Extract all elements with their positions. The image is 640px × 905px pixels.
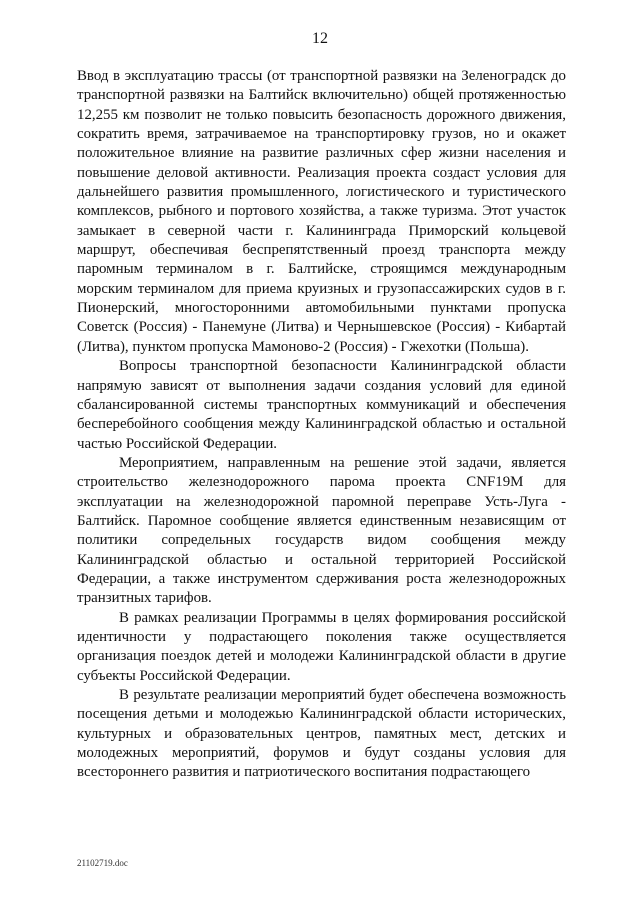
page-number: 12	[312, 30, 328, 47]
paragraph-ferry: Мероприятием, направленным на решение этой задачи, является строительство железнодорожного парома проекта CNF19M для эксплуатации на железнодорожной паромной переправе Усть-Луга - Балтийск. Паромное сообщение является единственным независящим от политики сопредельных государств видом сообщения между Калининградской областью и остальной территорией Российской Федерации, а также инструментом сдерживания роста железнодорожных транзитных тарифов.	[77, 454, 566, 607]
paragraph-results: В результате реализации мероприятий будет обеспечена возможность посещения детьми и молодежью Калининградской области исторических, культурных и образовательных центров, памятных мест, детских и молодежных мероприятий, форумов и будут созданы условия для всестороннего развития и патриотического воспитания подрастающего	[77, 687, 566, 781]
document-body	[77, 67, 566, 783]
paragraph-transport-security: Вопросы транспортной безопасности Калининградской области напрямую зависят от выполнения задачи создания условий для единой сбалансированной системы транспортных коммуникаций и обеспечения бесперебойного сообщения между Калининградской областью и остальной частью Российской Федерации.	[77, 358, 566, 452]
footer-filename: 21102719.doc	[77, 858, 128, 868]
paragraph-highway: Ввод в эксплуатацию трассы (от транспортной развязки на Зеленоградск до транспортной развязки на Балтийск включительно) общей протяженностью 12,255 км позволит не только повысить безопасность дорожного движения, сократить время, затрачиваемое на транспортировку грузов, но и окажет положительное влияние на развитие различных сфер жизни населения и повышение деловой активности. Реализация проекта создаст условия для дальнейшего развития промышленного, логистического и туристического комплексов, рыбного и портового хозяйства, а также туризма. Этот участок замыкает в северной части г. Калининграда Приморский кольцевой маршрут, обеспечивая беспрепятственный проезд транспорта между паромным терминалом в г. Балтийске, строящимся международным морским терминалом для приема круизных и грузопассажирских судов в г. Пионерский, многосторонними автомобильными пунктами пропуска Советск (Россия) - Панемуне (Литва) и Чернышевское (Россия) - Кибартай (Литва), пунктом пропуска Мамоново-2 (Россия) - Гжехотки (Польша).	[77, 68, 566, 355]
paragraph-youth-trips: В рамках реализации Программы в целях формирования российской идентичности у подрастающего поколения также осуществляется организация поездок детей и молодежи Калининградской области в другие субъекты Российской Федерации.	[77, 609, 566, 684]
